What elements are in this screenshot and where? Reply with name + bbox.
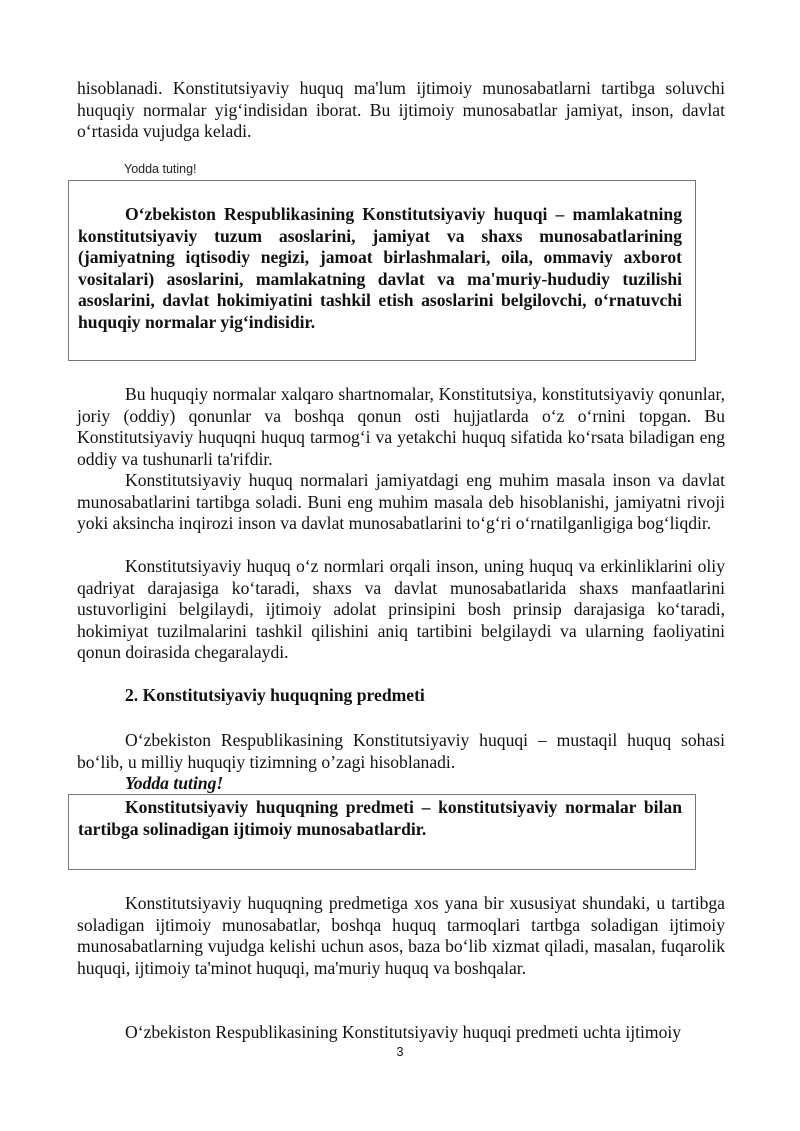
- section-heading: 2. Konstitutsiyaviy huquqning predmeti: [125, 685, 425, 705]
- page-number: 3: [396, 1045, 404, 1059]
- note-box-text: O‘zbekiston Respublikasining Konstitutsiyaviy huquqi – mamlakatning konstitutsiyaviy tuzum asoslarini, jamiyat va shaxs munosabatlarining (jamiyatning iqtisodiy negizi, jamoat birlashmalari, oila, ommaviy axborot vositalari) asoslarini, mamlakatning davlat va ma'muriy-hududiy tuzilishi asoslarini, davlat hokimiyatini tashkil etish asoslarini belgilovchi, o‘rnatuvchi huquqiy normalar yig‘indisidir.: [78, 204, 682, 332]
- paragraph-sources: Bu huquqiy normalar xalqaro shartnomalar, Konstitutsiya, konstitutsiyaviy qonunlar, joriy (oddiy) qonunlar va boshqa qonun osti hujjatlarda o‘z o‘rnini topgan. Bu Konstitutsiyaviy huquqni huquq tarmog‘i va yetakchi huquq sifatida ko‘rsata biladigan eng oddiy va tushunarli ta'rifdir.: [77, 384, 725, 469]
- paragraph-field: O‘zbekiston Respublikasining Konstitutsiyaviy huquqi – mustaqil huquq sohasi bo‘lib, u milliy huquqiy tizimning o’zagi hisoblanadi.: [77, 730, 725, 772]
- note-box-text: Konstitutsiyaviy huquqning predmeti – konstitutsiyaviy normalar bilan tartibga solinadigan ijtimoiy munosabatlardir.: [78, 797, 682, 839]
- note-box-definition: [68, 180, 696, 361]
- note-label-italic: Yodda tuting!: [125, 773, 224, 793]
- paragraph-values: Konstitutsiyaviy huquq o‘z normlari orqali inson, uning huquq va erkinliklarini oliy qadriyat darajasiga ko‘taradi, shaxs va davlat munosabatlarida shaxs manfaatlarini ustuvorligini belgilaydi, ijtimoiy adolat prinsipini bosh prinsip darajasiga ko‘taradi, hokimiyat tuzilmalarini tashkil qilishini aniq tartibini belgilaydi va ularning faoliyatini qonun doirasida chegaralaydi.: [77, 556, 725, 662]
- paragraph-intro: hisoblanadi. Konstitutsiyaviy huquq ma'lum ijtimoiy munosabatlarni tartibga soluvchi huquqiy normalar yig‘indisidan iborat. Bu ijtimoiy munosabatlar jamiyat, inson, davlat o‘rtasida vujudga keladi.: [77, 78, 725, 141]
- note-box-subject: [68, 794, 696, 870]
- paragraph-subject-continued: O‘zbekiston Respublikasining Konstitutsiyaviy huquqi predmeti uchta ijtimoiy: [125, 1022, 682, 1042]
- note-label: Yodda tuting!: [124, 162, 197, 176]
- paragraph-norms: Konstitutsiyaviy huquq normalari jamiyatdagi eng muhim masala inson va davlat munosabatlarini tartibga soladi. Buni eng muhim masala deb hisoblanishi, jamiyatni rivoji yoki aksincha inqirozi inson va davlat munosabatlarini to‘g‘ri o‘rnatilganligiga bog‘liqdir.: [77, 470, 725, 533]
- paragraph-subject-feature: Konstitutsiyaviy huquqning predmetiga xos yana bir xususiyat shundaki, u tartibga soladigan ijtimoiy munosabatlar, boshqa huquq tarmoqlari tartbga soladigan ijtimoiy munosabatlarning vujudga kelishi uchun asos, baza bo‘lib xizmat qiladi, masalan, fuqarolik huquqi, ijtimoiy ta'minot huquqi, ma'muriy huquq va boshqalar.: [77, 893, 725, 978]
